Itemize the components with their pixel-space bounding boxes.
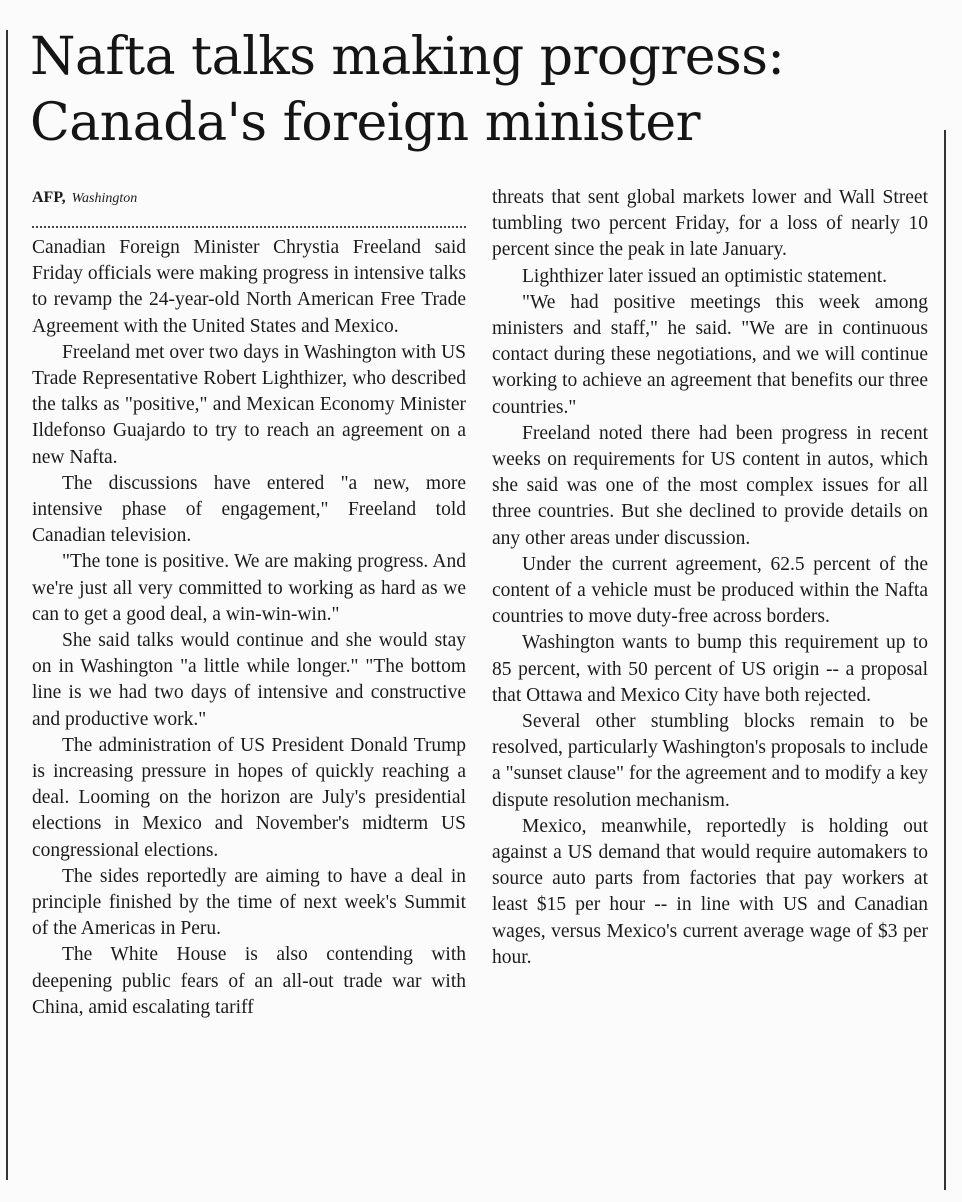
byline (32, 188, 137, 209)
paragraph: Mexico, meanwhile, reportedly is holding out against a US demand that would require automakers to source auto parts from factories that pay workers at least $15 per hour -- in line with US and Canadian wages, versus Mexico's current average wage of $3 per hour. (492, 815, 928, 968)
byline-agency: AFP, (32, 189, 66, 206)
paragraph: Canadian Foreign Minister Chrystia Freeland said Friday officials were making progress in intensive talks to revamp the 24-year-old North American Free Trade Agreement with the United States and Mexico. (32, 237, 466, 337)
paragraph: Lighthizer later issued an optimistic statement. (522, 265, 887, 287)
paragraph: Under the current agreement, 62.5 percent of the content of a vehicle must be produced within the Nafta countries to move duty-free across borders. (492, 553, 928, 628)
paragraph-continued: threats that sent global markets lower and Wall Street tumbling two percent Friday, for a loss of nearly 10 percent since the peak in late January. (492, 187, 928, 261)
paragraph: The administration of US President Donald Trump is increasing pressure in hopes of quickly reaching a deal. Looming on the horizon are July's presidential elections in Mexico and November's midterm US congressional elections. (32, 734, 466, 861)
paragraph: Several other stumbling blocks remain to be resolved, particularly Washington's proposals to include a "sunset clause" for the agreement and to modify a key dispute resolution mechanism. (492, 711, 928, 811)
paragraph: Freeland met over two days in Washington with US Trade Representative Robert Lighthizer, who described the talks as "positive," and Mexican Economy Minister Ildefonso Guajardo to try to reach an agreement on a new Nafta. (32, 341, 466, 468)
left-page-edge (6, 30, 8, 1180)
paragraph: She said talks would continue and she would stay on in Washington "a little while longer." "The bottom line is we had two days of intensive and constructive and productive work." (32, 630, 466, 730)
paragraph: "We had positive meetings this week among ministers and staff," he said. "We are in continuous contact during these negotiations, and we will continue working to achieve an agreement that benefits our three countries." (492, 291, 928, 418)
paragraph: "The tone is positive. We are making progress. And we're just all very committed to working as hard as we can to get a good deal, a win-win-win." (32, 551, 466, 625)
article-column-2 (492, 185, 928, 971)
dotted-divider (32, 226, 466, 228)
headline: Nafta talks making progress: Canada's foreign minister (30, 27, 785, 153)
paragraph: Freeland noted there had been progress in recent weeks on requirements for US content in autos, which she said was one of the most complex issues for all three countries. But she declined to provide details on any other areas under discussion. (492, 422, 928, 549)
paragraph: The discussions have entered "a new, more intensive phase of engagement," Freeland told Canadian television. (32, 472, 466, 547)
right-page-edge (944, 130, 946, 1190)
article-column-1 (32, 235, 466, 1021)
byline-dateline: Washington (71, 191, 138, 206)
paragraph: Washington wants to bump this requirement up to 85 percent, with 50 percent of US origin -- a proposal that Ottawa and Mexico City have both rejected. (492, 632, 928, 706)
paragraph: The White House is also contending with deepening public fears of an all-out trade war with China, amid escalating tariff (32, 944, 466, 1018)
paragraph: The sides reportedly are aiming to have a deal in principle finished by the time of next week's Summit of the Americas in Peru. (32, 865, 466, 940)
